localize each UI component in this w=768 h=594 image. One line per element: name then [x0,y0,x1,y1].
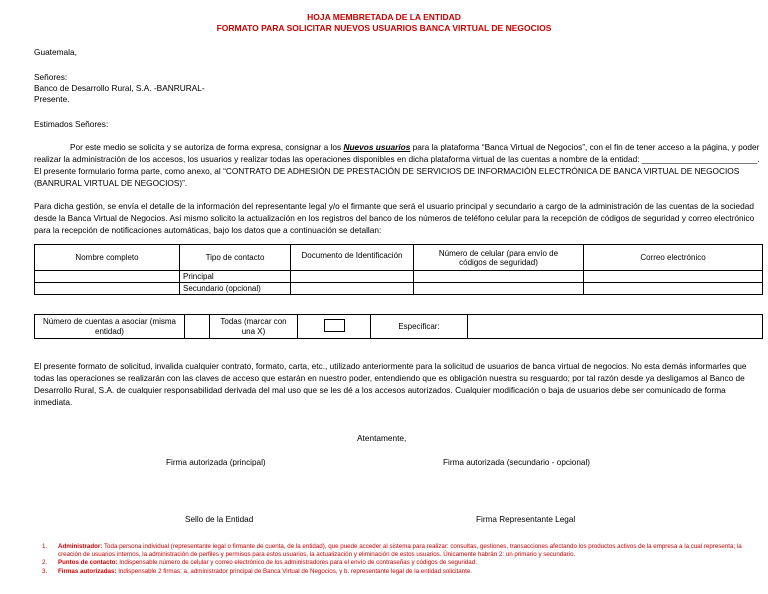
letterhead-title: HOJA MEMBRETADA DE LA ENTIDAD [307,12,461,22]
col-header-name: Nombre completo [35,245,180,271]
footnotes [34,543,762,576]
paragraph-details: Para dicha gestión, se envía el detalle de la información del representante legal y/o el firmante que será el usuario principal y secundario a cargo de la administración de las cuentas de la sociedad desde la Banca Virtual de Negocios. Así mismo solicito la actualización en los registros del banco de los números de teléfono celular para la recepción de códigos de seguridad y correo electrónico para la recepción de notificaciones automáticas, bajo los datos que a continuación se detallan: [34,201,755,235]
closing: Atentamente, [357,433,407,443]
footnote-text: Indispensable número de celular y correo electrónico de los administradores para el envío de contraseñas y códigos de seguridad. [117,559,477,567]
addressee-bank: Banco de Desarrollo Rural, S.A. -BANRURAL- [34,83,205,93]
footnote-number: 2. [42,559,48,567]
all-accounts-checkbox-cell [298,315,371,339]
paragraph-disclaimer: El presente formato de solicitud, invalida cualquier contrato, formato, carta, etc., utilizado anteriormente para la solicitud de usuarios de banca virtual de negocios. No esta demás informarles que todas las operaciones se realizarán con las claves de acceso que estarán en nuestro poder, entendiendo que es obligación nuestra su resguardo; por tal razón desde ya desligamos al Banco de Desarrollo Rural, S.A. de cualquier responsabilidad derivada del mal uso que se les dé a los accesos autorizados. Cualquier modificación o baja de usuarios debe ser comunicado de forma inmediata. [34,361,747,407]
col-header-id-document: Documento de Identificación [291,245,414,271]
specify-field[interactable] [468,315,763,339]
col-header-mobile: Número de celular (para envío de códigos de seguridad) [414,245,584,271]
accounts-table [34,314,763,339]
table-row [35,283,763,295]
footnote-item [34,559,762,567]
accounts-count-label: Número de cuentas a asociar (misma entidad) [35,315,185,339]
col-header-email: Correo electrónico [584,245,763,271]
entity-seal-label: Sello de la Entidad [185,515,254,524]
all-accounts-checkbox[interactable] [324,319,345,332]
cell-contact-type-secondary: Secundario (opcional) [180,283,291,295]
table-row [35,271,763,283]
cell-name-secondary[interactable] [35,283,180,295]
specify-label: Especificar: [371,315,468,339]
footnote-text: Indispensable 2 firmas: a. administrador principal de Banca Virtual de Negocios, y b. representante legal de la entidad solicitante. [116,567,472,575]
cell-name-principal[interactable] [35,271,180,283]
paragraph-request-text-a: Por este medio se solicita y se autoriza de forma expresa, consignar a los [70,142,344,152]
paragraph-request [34,141,762,189]
new-users-emphasis: Nuevos usuarios [343,142,411,152]
accounts-count-value[interactable] [185,315,210,339]
footnote-number: 3. [42,567,48,575]
addressee-present: Presente. [34,94,70,104]
footnote-item [34,543,762,559]
place-line: Guatemala, [34,47,77,57]
form-title: FORMATO PARA SOLICITAR NUEVOS USUARIOS BANCA VIRTUAL DE NEGOCIOS [216,23,552,33]
users-table-header-row [35,245,763,271]
footnote-term: Puntos de contacto: [58,559,118,567]
footnote-item [34,568,762,576]
accounts-row [35,315,763,339]
cell-email-secondary[interactable] [584,283,763,295]
footnote-text: Toda persona individual (representante legal o firmante de cuenta, de la entidad), que puede acceder al sistema para realizar: consultas, gestiones, transacciones afectando los productos activos de la empresa a la cual representa; la creación de usuarios internos, la administración de perfiles y permisos para estos usuarios, la actualización y eliminación de estos usuarios. Únicamente habrán 2: un primario y secundario. [58,543,742,559]
cell-id-principal[interactable] [291,271,414,283]
footnote-term: Firmas autorizadas: [58,567,117,575]
signature-secondary-label: Firma autorizada (secundario - opcional) [443,458,590,467]
cell-contact-type-principal: Principal [180,271,291,283]
footnote-term: Administrador: [58,543,103,550]
all-accounts-label: Todas (marcar con una X) [210,315,298,339]
cell-mobile-secondary[interactable] [414,283,584,295]
salutation: Estimados Señores: [34,119,109,129]
cell-email-principal[interactable] [584,271,763,283]
paragraph-request-text-b: para la plataforma “Banca Virtual de Negocios”, con el fin de tener acceso a la página, y poder realizar la administración de los accesos, los usuarios y realizar todas las operaciones disponibles en dicha plataforma virtual de las cuentas a nombre de la entidad: _________________________. El presente formulario forma parte, como anexo, al “CONTRATO DE ADHESIÓN DE PRESTACIÓN DE SERVICIOS DE INFORMACIÓN ELECTRÓNICA DE BANCA VIRTUAL DE NEGOCIOS (BANRURAL VIRTUAL DE NEGOCIOS)”. [34,142,760,188]
legal-rep-signature-label: Firma Representante Legal [476,515,576,524]
signature-principal-label: Firma autorizada (principal) [166,458,266,467]
cell-mobile-principal[interactable] [414,271,584,283]
footnote-number: 1. [42,543,48,550]
cell-id-secondary[interactable] [291,283,414,295]
col-header-contact-type: Tipo de contacto [180,245,291,271]
addressee-greeting: Señores: [34,72,68,82]
users-table [34,244,763,295]
